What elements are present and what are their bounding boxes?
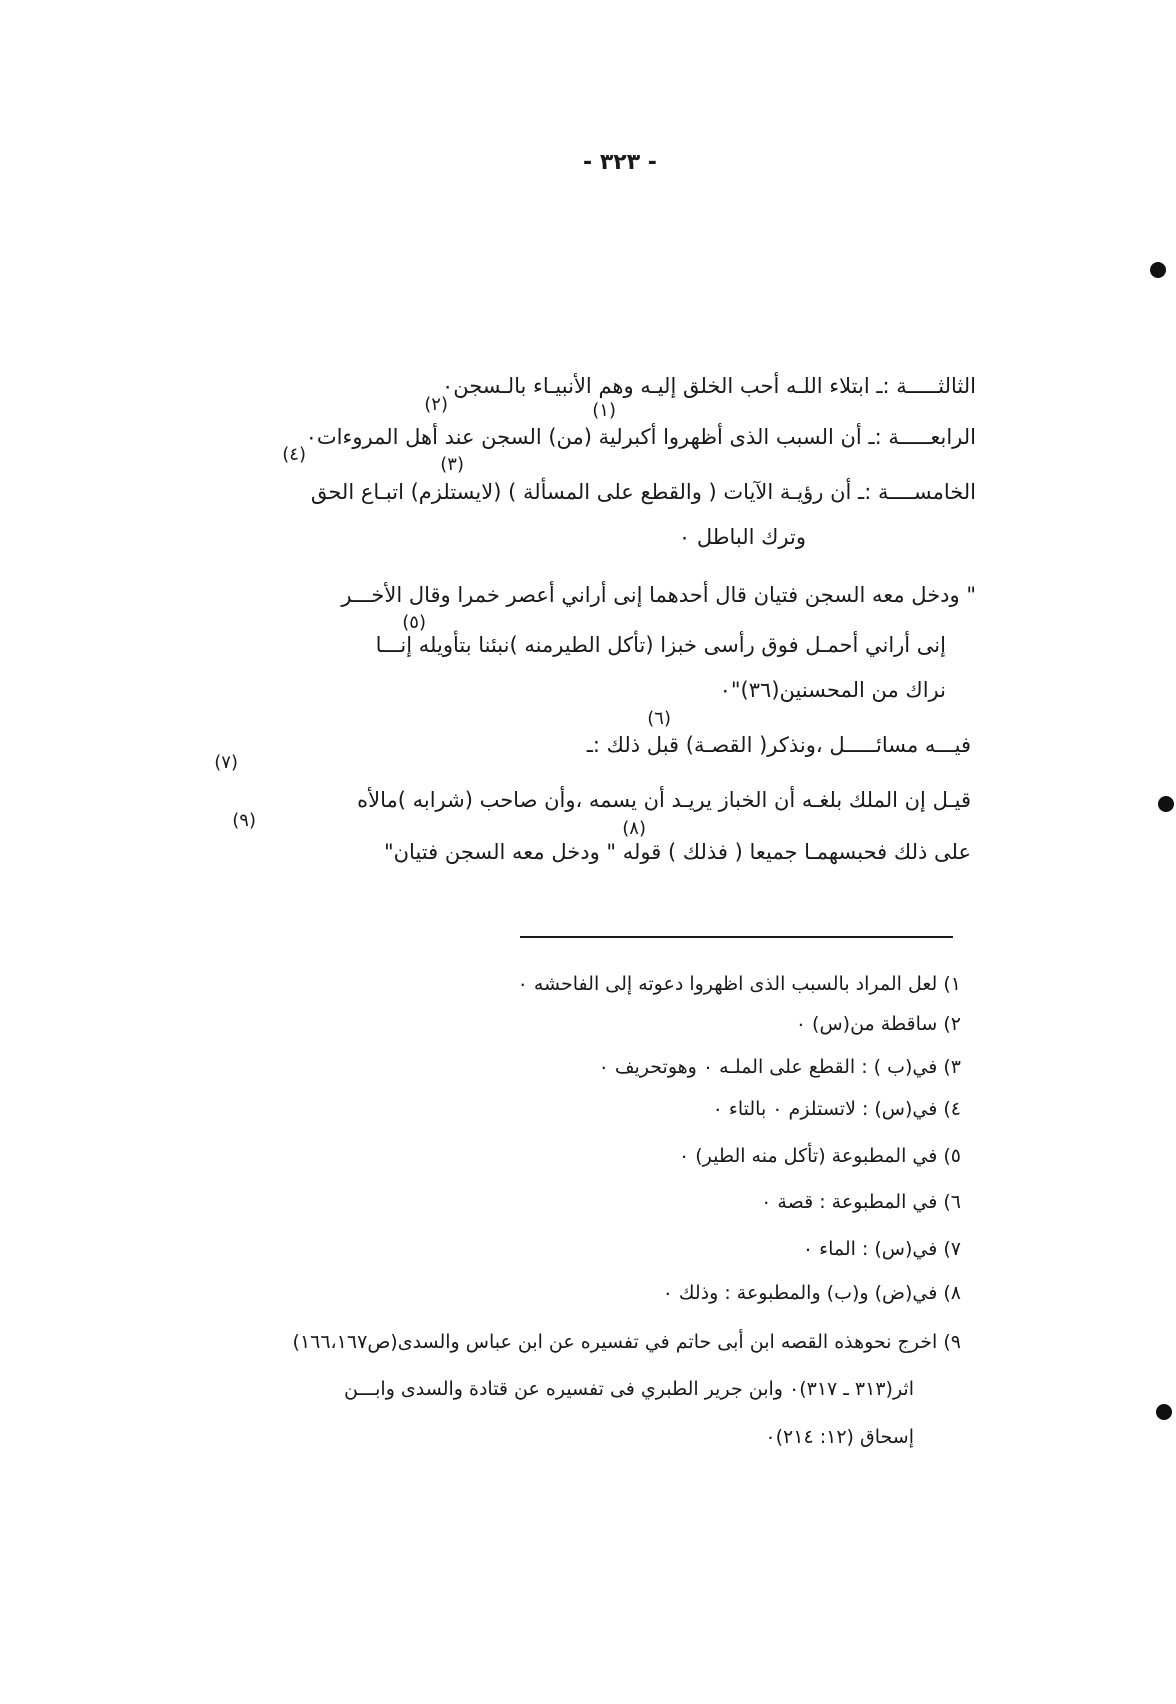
binding-hole-top (1150, 262, 1166, 278)
page-number: - ٣٢٣ - (583, 150, 657, 175)
footnote-7: ٧) في(س) : الماء ٠ (802, 1238, 961, 1260)
footnote-ref-9: (٩) (232, 810, 256, 831)
point-fifth-continued: وترك الباطل ٠ (678, 525, 806, 549)
footnote-4: ٤) في(س) : لاتستلزم ٠ بالتاء ٠ (712, 1098, 961, 1120)
footnote-ref-8: (٨) (622, 818, 646, 839)
footnote-1: ١) لعل المراد بالسبب الذى اظهروا دعوته إلى الفاحشه ٠ (517, 973, 961, 995)
footnote-3: ٣) في(ب ) : القطع على الملـه ٠ وهوتحريف ٠ (598, 1056, 961, 1078)
binding-hole-middle (1158, 796, 1174, 812)
footnote-separator (520, 936, 953, 938)
point-fifth: الخامســــة :ـ أن رؤيـة الآيات ( والقطع على المسألة ) (لايستلزم) اتبـاع الحق (310, 480, 976, 504)
point-fourth: الرابعـــــة :ـ أن السبب الذى أظهروا أكبرلية (من) السجن عند أهل المروءات٠ (305, 425, 976, 449)
quote-line-3: نراك من المحسنين(٣٦)"٠ (719, 678, 946, 702)
footnote-9-continued-1: اثر(٣١٣ ـ ٣١٧)٠ وابن جرير الطبري فى تفسيره عن قتادة والسدى وابـــن (343, 1378, 914, 1400)
quote-line-1: " ودخل معه السجن فتيان قال أحدهما إنى أراني أعصر خمرا وقال الأخـــر (341, 583, 976, 607)
footnote-ref-6: (٦) (647, 708, 671, 729)
footnote-6: ٦) في المطبوعة : قصة ٠ (761, 1191, 961, 1213)
footnote-ref-4: (٤) (282, 444, 306, 465)
footnote-5: ٥) في المطبوعة (تأكل منه الطير) ٠ (678, 1145, 961, 1167)
story-line-2: على ذلك فحبسهمـا جميعا ( فذلك ) قوله " ودخل معه السجن فتيان" (383, 840, 971, 864)
footnote-ref-1: (١) (592, 400, 616, 421)
footnote-9-continued-2: إسحاق (١٢: ٢١٤)٠ (765, 1426, 914, 1448)
footnote-ref-2: (٢) (424, 394, 448, 415)
footnote-ref-7: (٧) (214, 752, 238, 773)
footnote-ref-3: (٣) (440, 454, 464, 475)
footnote-9: ٩) اخرج نحوهذه القصه ابن أبى حاتم في تفسيره عن ابن عباس والسدى(ص١٦٦،١٦٧) (292, 1331, 961, 1353)
story-line-1: قيـل إن الملك بلغـه أن الخباز يريـد أن يسمه ،وأن صاحب (شرابه )مالأه (357, 788, 971, 812)
point-third: الثالثـــــة :ـ ابتلاء اللـه أحب الخلق إليـه وهم الأنبيـاء بالـسجن٠ (441, 374, 976, 398)
issues-intro: فيـــه مسائـــــل ،ونذكر( القصـة) قبل ذلك :ـ (586, 733, 971, 757)
footnote-2: ٢) ساقطة من(س) ٠ (795, 1013, 961, 1035)
binding-hole-bottom (1156, 1404, 1172, 1420)
footnote-8: ٨) في(ض) و(ب) والمطبوعة : وذلك ٠ (662, 1282, 961, 1304)
quote-line-2: إنى أراني أحمـل فوق رأسى خبزا (تأكل الطيرمنه )نبئنا بتأويله إنـــا (375, 633, 946, 657)
footnote-ref-5: (٥) (402, 612, 426, 633)
